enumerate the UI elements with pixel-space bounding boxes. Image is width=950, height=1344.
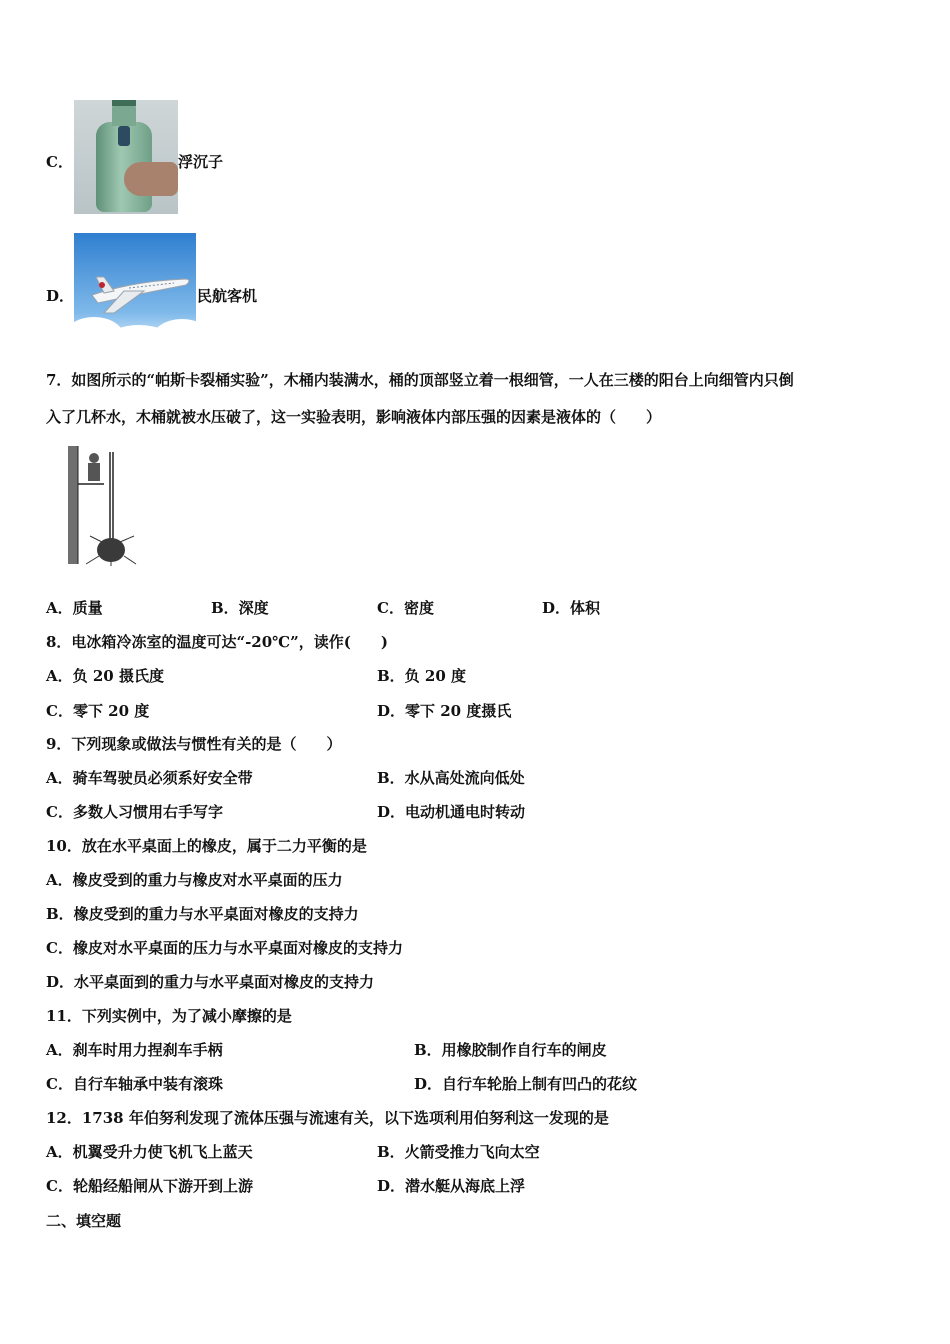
q11-stem: 11．下列实例中，为了减小摩擦的是: [46, 1007, 292, 1025]
q8-option-c: C．零下 20 度: [46, 702, 150, 720]
q6-option-c-text: 浮沉子: [178, 153, 224, 171]
q8-option-d: D．零下 20 度摄氏: [377, 702, 512, 720]
q8-option-a: A．负 20 摄氏度: [46, 667, 164, 685]
q7-option-a: A．质量: [46, 599, 103, 617]
q9-option-d: D．电动机通电时转动: [377, 803, 526, 821]
q10-option-a: A．橡皮受到的重力与橡皮对水平桌面的压力: [46, 871, 343, 889]
q6-option-c-letter: C．: [46, 153, 73, 171]
q7-stem-line2: 入了几杯水，木桶就被水压破了，这一实验表明，影响液体内部压强的因素是液体的（ ）: [46, 408, 662, 426]
q11-option-b: B．用橡胶制作自行车的闸皮: [414, 1041, 607, 1059]
airliner-image: [74, 233, 196, 347]
q6-option-d-letter: D．: [46, 287, 75, 305]
q7-stem-line1: 7．如图所示的“帕斯卡裂桶实验”，木桶内装满水，桶的顶部竖立着一根细管，一人在三楼的阳台上向细管内只倒: [46, 371, 794, 389]
q12-option-d: D．潜水艇从海底上浮: [377, 1177, 526, 1195]
q10-stem: 10．放在水平桌面上的橡皮，属于二力平衡的是: [46, 837, 367, 855]
q9-stem: 9．下列现象或做法与惯性有关的是（ ）: [46, 735, 342, 753]
q11-option-c: C．自行车轴承中装有滚珠: [46, 1075, 223, 1093]
q12-stem: 12．1738 年伯努利发现了流体压强与流速有关，以下选项利用伯努利这一发现的是: [46, 1109, 609, 1127]
q6-option-d-text: 民航客机: [197, 287, 258, 305]
q8-stem: 8．电冰箱冷冻室的温度可达“-20℃”，读作( ): [46, 633, 388, 651]
diver-bottle-image: [74, 100, 178, 214]
q7-option-c: C．密度: [377, 599, 434, 617]
q12-option-a: A．机翼受升力使飞机飞上蓝天: [46, 1143, 253, 1161]
q10-option-c: C．橡皮对水平桌面的压力与水平桌面对橡皮的支持力: [46, 939, 403, 957]
q10-option-d: D．水平桌面到的重力与水平桌面对橡皮的支持力: [46, 973, 375, 991]
pascal-barrel-figure: [64, 444, 140, 566]
q7-option-b: B．深度: [211, 599, 269, 617]
q8-option-b: B．负 20 度: [377, 667, 466, 685]
q12-option-c: C．轮船经船闸从下游开到上游: [46, 1177, 253, 1195]
q9-option-b: B．水从高处流向低处: [377, 769, 525, 787]
q7-option-d: D．体积: [542, 599, 601, 617]
section-title-fill-in: 二、填空题: [46, 1212, 122, 1230]
q11-option-d: D．自行车轮胎上制有凹凸的花纹: [414, 1075, 638, 1093]
q9-option-c: C．多数人习惯用右手写字: [46, 803, 223, 821]
q9-option-a: A．骑车驾驶员必须系好安全带: [46, 769, 253, 787]
q12-option-b: B．火箭受推力飞向太空: [377, 1143, 540, 1161]
q10-option-b: B．橡皮受到的重力与水平桌面对橡皮的支持力: [46, 905, 359, 923]
q11-option-a: A．刹车时用力捏刹车手柄: [46, 1041, 223, 1059]
